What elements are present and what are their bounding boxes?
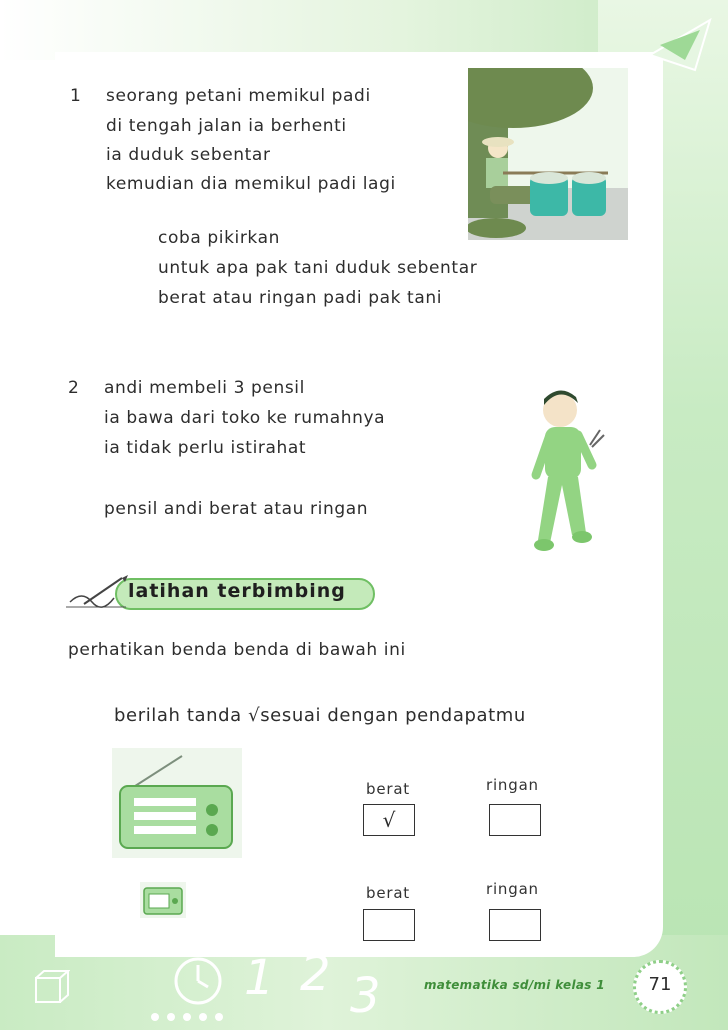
row2-berat-label: berat (366, 884, 410, 902)
instruction-observe: perhatikan benda benda di bawah ini (68, 640, 406, 660)
clock-icon (172, 955, 224, 1007)
q2-line-1: andi membeli 3 pensil (104, 378, 305, 398)
decor-digit-3: 3 (350, 968, 381, 1024)
instruction-mark: berilah tanda √sesuai dengan pendapatmu (114, 705, 526, 726)
q2-line-3: ia tidak perlu istirahat (104, 438, 307, 458)
banner-title: latihan terbimbing (128, 580, 346, 602)
book-title: matematika sd/mi kelas 1 (424, 978, 605, 992)
radio-icon (112, 748, 242, 858)
page-number: 71 (648, 974, 672, 995)
row2-ringan-checkbox[interactable] (489, 909, 541, 941)
row1-berat-checkbox[interactable]: √ (363, 804, 415, 836)
q1-prompt-2: untuk apa pak tani duduk sebentar (158, 258, 478, 278)
row1-ringan-label: ringan (486, 776, 539, 794)
q2-line-2: ia bawa dari toko ke rumahnya (104, 408, 386, 428)
cube-icon (30, 968, 70, 1008)
pencil-writing-icon (62, 572, 132, 614)
paper-plane-icon (640, 15, 720, 75)
q1-line-3: ia duduk sebentar (106, 145, 271, 165)
farmer-illustration (468, 68, 628, 240)
row2-ringan-label: ringan (486, 880, 539, 898)
decor-digit-2: 2 (300, 946, 331, 1002)
dots-decoration-icon (148, 1010, 228, 1024)
q2-number: 2 (68, 378, 79, 398)
q1-line-2: di tengah jalan ia berhenti (106, 116, 347, 136)
decor-digit-1: 1 (244, 950, 275, 1006)
q1-number: 1 (70, 86, 81, 106)
q1-prompt-1: coba pikirkan (158, 228, 280, 248)
row1-berat-label: berat (366, 780, 410, 798)
small-radio-icon (140, 882, 186, 918)
q1-line-1: seorang petani memikul padi (106, 86, 371, 106)
q2-question: pensil andi berat atau ringan (104, 499, 369, 519)
q1-prompt-3: berat atau ringan padi pak tani (158, 288, 443, 308)
row1-ringan-checkbox[interactable] (489, 804, 541, 836)
row2-berat-checkbox[interactable] (363, 909, 415, 941)
q1-line-4: kemudian dia memikul padi lagi (106, 174, 396, 194)
boy-illustration (520, 385, 620, 560)
